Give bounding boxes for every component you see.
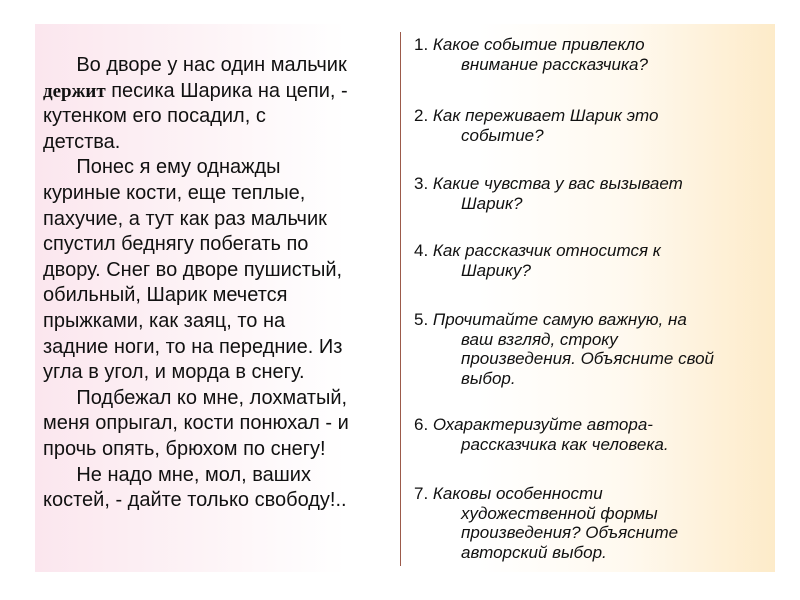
question-text: Какие чувства у вас вызывает: [432, 174, 683, 193]
story-line: детства.: [43, 130, 121, 153]
story-line: обильный, Шарик мечется: [43, 284, 288, 307]
question-2: [414, 106, 784, 145]
question-1: [414, 35, 784, 74]
story-line: куриные кости, еще теплые,: [43, 181, 306, 204]
story-line: пахучие, а тут как раз мальчик: [43, 207, 327, 230]
question-number: 5.: [414, 310, 433, 329]
question-text: Прочитайте самую важную, на: [432, 310, 687, 329]
question-number: 6.: [414, 415, 433, 434]
story-line: Понес я ему однажды: [43, 156, 281, 179]
question-text: событие?: [461, 125, 544, 145]
story-line: кутенком его посадил, с: [43, 105, 266, 128]
story-text: [43, 53, 393, 514]
question-text: Какое событие привлекло: [432, 35, 645, 54]
question-text: художественной формы: [461, 503, 658, 523]
question-5: [414, 310, 784, 388]
story-line: прочь опять, брюхом по снегу!: [43, 437, 326, 460]
question-text: Как рассказчик относится к: [432, 241, 661, 260]
story-line: Подбежал ко мне, лохматый,: [43, 386, 348, 409]
column-divider: [400, 32, 401, 566]
question-text: Каковы особенности: [432, 484, 603, 503]
question-text: произведения. Объясните свой: [461, 349, 714, 368]
question-6: [414, 415, 784, 454]
story-line: прыжками, как заяц, то на: [43, 309, 286, 332]
question-3: [414, 174, 784, 213]
question-7: [414, 484, 784, 562]
story-line: Не надо мне, мол, ваших: [43, 463, 311, 486]
story-line: двору. Снег во дворе пушистый,: [43, 258, 343, 281]
question-text: внимание рассказчика?: [461, 54, 648, 74]
story-line: меня опрыгал, кости понюхал - и: [43, 412, 349, 435]
question-text: авторский выбор.: [461, 542, 607, 562]
question-text: Шарик?: [461, 193, 523, 213]
story-line: Во дворе у нас один мальчик: [43, 54, 347, 76]
question-number: 4.: [414, 241, 433, 260]
story-line: [43, 79, 393, 105]
question-text: Как переживает Шарик это: [432, 106, 659, 125]
story-word: держит: [43, 80, 106, 102]
story-line: угла в угол, и морда в снегу.: [43, 361, 305, 384]
question-text: ваш взгляд, строку: [461, 329, 618, 349]
question-number: 1.: [414, 35, 433, 54]
question-text: рассказчика как человека.: [461, 434, 669, 454]
question-number: 7.: [414, 484, 433, 503]
story-line-rest: песика Шарика на цепи, -: [105, 79, 348, 102]
question-number: 3.: [414, 174, 433, 193]
story-line: задние ноги, то на передние. Из: [43, 335, 343, 358]
story-line: костей, - дайте только свободу!..: [43, 489, 347, 512]
question-text: произведения? Объясните: [461, 523, 679, 542]
question-4: [414, 241, 784, 280]
story-line: спустил беднягу побегать по: [43, 233, 309, 256]
question-number: 2.: [414, 106, 433, 125]
question-text: Шарику?: [461, 260, 531, 280]
question-text: выбор.: [461, 368, 516, 388]
question-text: Охарактеризуйте автора-: [432, 415, 653, 434]
